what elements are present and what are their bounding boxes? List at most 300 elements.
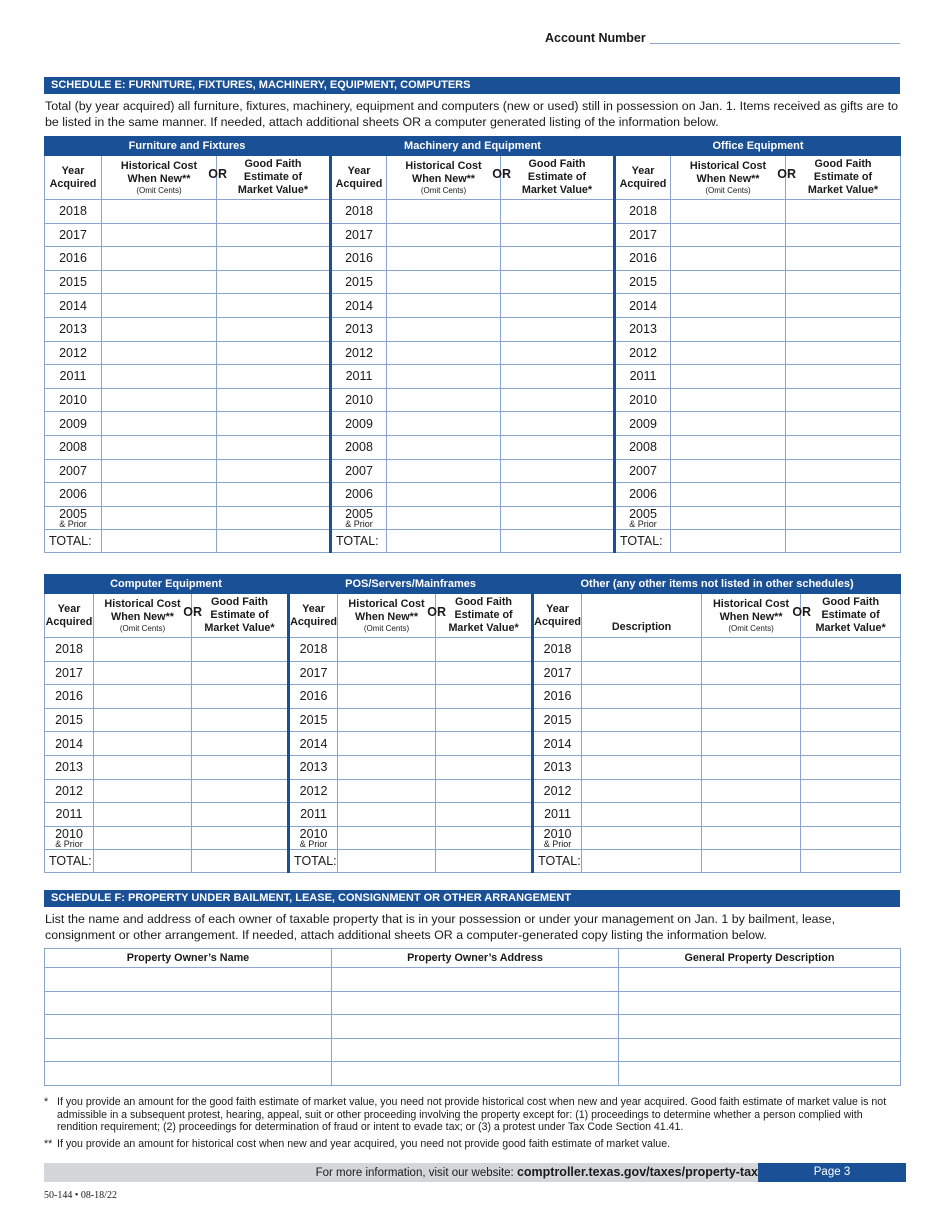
good-faith-estimate-input[interactable] [436,779,533,803]
historical-cost-header-line: When New** [355,611,419,623]
year-cell [45,779,94,803]
historical-cost-input[interactable] [102,270,217,294]
historical-cost-input[interactable] [94,732,192,756]
owner-name-input[interactable] [45,1038,332,1062]
description-input[interactable] [582,826,702,850]
year-label: 2012 [629,345,657,360]
historical-cost-input[interactable] [671,270,786,294]
historical-cost-input[interactable] [102,294,217,318]
good-faith-estimate-input[interactable] [501,483,615,507]
historical-cost-input[interactable] [102,247,217,271]
good-faith-estimate-input[interactable] [192,638,289,662]
year-label: 2017 [345,227,373,242]
year-cell [45,317,102,341]
year-label: 2014 [345,298,373,313]
good-faith-estimate-header-line: Market Value* [815,622,886,634]
good-faith-estimate-input[interactable] [192,826,289,850]
owner-name-input[interactable] [45,991,332,1015]
year-label: 2006 [345,487,373,502]
historical-cost-input[interactable] [671,388,786,412]
good-faith-estimate-input[interactable] [217,270,331,294]
good-faith-estimate-input[interactable] [786,459,901,483]
year-cell [331,200,387,224]
good-faith-estimate-input[interactable] [501,317,615,341]
year-cell [289,661,338,685]
footer-website-link[interactable]: comptroller.texas.gov/taxes/property-tax [516,1165,758,1179]
year-acquired-header-line: Year [302,602,325,615]
year-label: 2011 [345,369,373,384]
good-faith-estimate-input[interactable] [436,661,533,685]
historical-cost-input[interactable] [102,200,217,224]
year-label: 2011 [629,369,657,384]
table-row [45,412,901,436]
good-faith-estimate-input[interactable] [786,506,901,530]
year-label: 2013 [59,322,87,337]
table-row [45,223,901,247]
historical-cost-input[interactable] [338,755,436,779]
historical-cost-input[interactable] [338,661,436,685]
owner-row [45,1038,901,1062]
year-label: 2018 [543,642,572,657]
year-label: 2014 [299,736,328,751]
year-cell [331,247,387,271]
year-label: 2014 [543,736,572,751]
year-acquired-header-line: Year [61,164,85,177]
historical-cost-input[interactable] [387,412,501,436]
table-row [45,826,901,850]
good-faith-estimate-input[interactable] [786,317,901,341]
year-label: 2007 [59,463,87,478]
property-description-input[interactable] [619,991,901,1015]
good-faith-estimate-input[interactable] [217,294,331,318]
property-description-input[interactable] [619,1062,901,1086]
good-faith-estimate-input[interactable] [786,388,901,412]
total-label: TOTAL: [45,530,102,553]
good-faith-estimate-input[interactable] [786,223,901,247]
good-faith-estimate-input[interactable] [801,638,901,662]
year-cell [331,483,387,507]
schedule-f-instructions: List the name and address of each owner of taxable property that is in your possession or under your management on Jan. 1 by bailment, lease, consignment or other arrangement. If needed, attach additional sheets OR a computer-generated copy listing the information below. [45,912,836,942]
year-label: 2006 [629,487,657,502]
good-faith-estimate-input[interactable] [501,435,615,459]
good-faith-estimate-input[interactable] [501,412,615,436]
year-acquired-header [45,594,94,638]
year-label: 2011 [300,807,327,822]
year-acquired-header-line: Acquired [45,615,93,628]
historical-cost-input[interactable] [702,755,801,779]
historical-cost-input[interactable] [671,200,786,224]
historical-cost-total-input[interactable] [338,850,436,873]
historical-cost-input[interactable] [338,826,436,850]
historical-cost-input[interactable] [102,388,217,412]
historical-cost-total-input[interactable] [94,850,192,873]
description-input[interactable] [582,661,702,685]
year-cell [615,223,671,247]
year-cell [331,388,387,412]
historical-cost-input[interactable] [671,506,786,530]
historical-cost-input[interactable] [702,708,801,732]
description-input[interactable] [582,638,702,662]
year-cell [289,826,338,850]
historical-cost-input[interactable] [387,223,501,247]
historical-cost-input[interactable] [387,294,501,318]
historical-cost-header-line: (Omit Cents) [119,624,166,633]
section-title: Other (any other items not listed in other schedules) [533,575,901,594]
historical-cost-input[interactable] [102,435,217,459]
description-input[interactable] [582,708,702,732]
good-faith-estimate-input[interactable] [436,685,533,709]
year-cell [45,294,102,318]
column-header-row [45,594,901,638]
historical-cost-input[interactable] [338,708,436,732]
year-cell [45,661,94,685]
section-title: Office Equipment [615,137,901,156]
owner-address-input[interactable] [332,1015,619,1039]
good-faith-estimate-input[interactable] [786,365,901,389]
good-faith-estimate-input[interactable] [436,755,533,779]
historical-cost-input[interactable] [102,483,217,507]
year-label: 2005 [629,506,657,521]
historical-cost-input[interactable] [94,685,192,709]
good-faith-estimate-header-line: Market Value* [237,184,309,196]
year-label: 2018 [59,204,87,219]
good-faith-estimate-input[interactable] [501,506,615,530]
owner-address-input[interactable] [332,968,619,992]
historical-cost-input[interactable] [338,732,436,756]
historical-cost-input[interactable] [671,223,786,247]
good-faith-estimate-input[interactable] [786,270,901,294]
good-faith-estimate-input[interactable] [192,685,289,709]
year-cell [45,341,102,365]
good-faith-estimate-total-input[interactable] [786,530,901,553]
owner-address-input[interactable] [332,1038,619,1062]
year-label: 2013 [629,322,657,337]
year-cell [45,412,102,436]
section-title: Furniture and Fixtures [45,137,331,156]
good-faith-estimate-input[interactable] [801,661,901,685]
year-label: 2015 [55,713,83,728]
historical-cost-input[interactable] [702,779,801,803]
account-number-field[interactable] [650,43,900,44]
or-label: OR [208,167,227,181]
historical-cost-input[interactable] [702,803,801,827]
good-faith-estimate-input[interactable] [501,294,615,318]
prior-label: & Prior [299,838,328,849]
year-label: 2014 [59,298,87,313]
good-faith-estimate-input[interactable] [501,270,615,294]
good-faith-estimate-header-line: Estimate of [813,171,873,183]
good-faith-estimate-input[interactable] [436,708,533,732]
year-acquired-header [533,594,582,638]
property-description-input[interactable] [619,1015,901,1039]
year-cell [45,247,102,271]
year-cell [45,755,94,779]
year-label: 2016 [543,689,572,704]
good-faith-estimate-input[interactable] [192,803,289,827]
good-faith-estimate-input[interactable] [801,755,901,779]
table-row [45,341,901,365]
table-row [45,317,901,341]
description-input[interactable] [582,732,702,756]
historical-cost-header [702,594,812,638]
description-input[interactable] [582,755,702,779]
historical-cost-input[interactable] [387,317,501,341]
good-faith-estimate-input[interactable] [501,365,615,389]
good-faith-estimate-input[interactable] [801,685,901,709]
owner-name-header: Property Owner’s Name [45,949,332,968]
historical-cost-input[interactable] [338,779,436,803]
historical-cost-input[interactable] [702,638,801,662]
good-faith-estimate-total-input[interactable] [501,530,615,553]
or-label: OR [183,605,202,619]
historical-cost-input[interactable] [702,826,801,850]
good-faith-estimate-input[interactable] [217,459,331,483]
year-cell [45,826,94,850]
historical-cost-input[interactable] [671,365,786,389]
historical-cost-input[interactable] [102,506,217,530]
owner-name-input[interactable] [45,968,332,992]
historical-cost-input[interactable] [338,803,436,827]
owner-address-input[interactable] [332,1062,619,1086]
historical-cost-total-input[interactable] [102,530,217,553]
owner-row [45,1015,901,1039]
good-faith-estimate-input[interactable] [801,732,901,756]
year-cell [289,755,338,779]
good-faith-estimate-total-input[interactable] [217,530,331,553]
good-faith-estimate-input[interactable] [217,317,331,341]
year-label: 2017 [629,227,657,242]
historical-cost-input[interactable] [671,435,786,459]
good-faith-estimate-input[interactable] [217,365,331,389]
historical-cost-input[interactable] [671,341,786,365]
table-row [45,638,901,662]
total-row [45,530,901,553]
historical-cost-input[interactable] [387,270,501,294]
good-faith-estimate-input[interactable] [501,388,615,412]
year-cell [45,435,102,459]
year-cell [615,459,671,483]
historical-cost-input[interactable] [94,755,192,779]
description-total-input[interactable] [582,850,702,873]
historical-cost-input[interactable] [338,638,436,662]
historical-cost-input[interactable] [387,365,501,389]
or-label: OR [777,167,797,181]
footnote-text: If you provide an amount for the good faith estimate of market value, you need not provide historical cost when new and year acquired. Good faith estimate of market value is not admissible in a subsequent protest, hearing, appeal, suit or other proceeding involving the property except for: (1) proceedings to determine whether a person complied with rendition requirement; (2) proceedings for determination of fraud or intent to evade tax; or (3) a protest under Tax Code Section 41.41. [57,1096,887,1133]
historical-cost-input[interactable] [387,341,501,365]
good-faith-estimate-total-input[interactable] [801,850,901,873]
table-row [45,506,901,530]
year-label: 2017 [543,665,572,680]
historical-cost-input[interactable] [671,412,786,436]
owner-name-input[interactable] [45,1015,332,1039]
year-acquired-header-line: Acquired [534,615,581,628]
good-faith-estimate-input[interactable] [436,732,533,756]
good-faith-estimate-input[interactable] [217,341,331,365]
historical-cost-input[interactable] [387,506,501,530]
good-faith-estimate-input[interactable] [786,412,901,436]
good-faith-estimate-input[interactable] [192,732,289,756]
year-cell [45,365,102,389]
historical-cost-input[interactable] [387,435,501,459]
historical-cost-header [338,594,447,638]
good-faith-estimate-input[interactable] [786,483,901,507]
historical-cost-input[interactable] [671,317,786,341]
good-faith-estimate-input[interactable] [217,247,331,271]
historical-cost-header [387,156,512,200]
good-faith-estimate-input[interactable] [192,755,289,779]
historical-cost-input[interactable] [94,661,192,685]
description-input[interactable] [582,779,702,803]
historical-cost-input[interactable] [102,459,217,483]
year-label: 2017 [55,665,83,680]
good-faith-estimate-input[interactable] [501,459,615,483]
year-cell [289,638,338,662]
owner-address-input[interactable] [332,991,619,1015]
good-faith-estimate-header-line: Market Value* [204,622,275,634]
year-label: 2016 [59,251,87,266]
historical-cost-input[interactable] [387,459,501,483]
historical-cost-header-line: When New** [412,173,476,185]
good-faith-estimate-input[interactable] [217,506,331,530]
historical-cost-input[interactable] [102,365,217,389]
year-cell [331,506,387,530]
good-faith-estimate-input[interactable] [786,294,901,318]
good-faith-estimate-input[interactable] [786,341,901,365]
good-faith-estimate-input[interactable] [801,779,901,803]
historical-cost-input[interactable] [94,638,192,662]
description-input[interactable] [582,803,702,827]
historical-cost-header-line: (Omit Cents) [136,186,182,195]
year-label: 2013 [345,322,373,337]
year-cell [331,317,387,341]
historical-cost-input[interactable] [102,223,217,247]
year-cell [615,506,671,530]
historical-cost-input[interactable] [102,317,217,341]
good-faith-estimate-input[interactable] [786,200,901,224]
good-faith-estimate-input[interactable] [192,779,289,803]
good-faith-estimate-total-input[interactable] [436,850,533,873]
historical-cost-input[interactable] [102,412,217,436]
table-row [45,365,901,389]
good-faith-estimate-input[interactable] [786,247,901,271]
good-faith-estimate-input[interactable] [801,803,901,827]
total-row [45,850,901,873]
historical-cost-total-input[interactable] [671,530,786,553]
year-cell [45,200,102,224]
table-row [45,388,901,412]
table-row [45,732,901,756]
historical-cost-header-line: (Omit Cents) [420,186,467,195]
good-faith-estimate-header-line: Market Value* [521,184,593,196]
historical-cost-input[interactable] [671,294,786,318]
year-acquired-header [615,156,671,200]
good-faith-estimate-input[interactable] [217,200,331,224]
good-faith-estimate-input[interactable] [217,435,331,459]
good-faith-estimate-input[interactable] [786,435,901,459]
schedule-f-title: SCHEDULE F: PROPERTY UNDER BAILMENT, LEASE, CONSIGNMENT OR OTHER ARRANGEMENT [44,890,900,907]
good-faith-estimate-input[interactable] [501,247,615,271]
year-cell [615,294,671,318]
total-label: TOTAL: [533,850,582,873]
good-faith-estimate-input[interactable] [436,826,533,850]
year-cell [331,270,387,294]
historical-cost-input[interactable] [702,661,801,685]
good-faith-estimate-input[interactable] [501,341,615,365]
good-faith-estimate-input[interactable] [501,223,615,247]
good-faith-estimate-input[interactable] [436,638,533,662]
historical-cost-total-input[interactable] [387,530,501,553]
historical-cost-input[interactable] [387,247,501,271]
description-input[interactable] [582,685,702,709]
year-label: 2015 [299,713,328,728]
historical-cost-header-line: Historical Cost [405,160,482,172]
historical-cost-total-input[interactable] [702,850,801,873]
good-faith-estimate-input[interactable] [217,412,331,436]
historical-cost-input[interactable] [94,826,192,850]
historical-cost-input[interactable] [387,200,501,224]
year-acquired-header [331,156,387,200]
good-faith-estimate-input[interactable] [217,388,331,412]
historical-cost-input[interactable] [94,803,192,827]
year-cell [45,459,102,483]
good-faith-estimate-input[interactable] [801,708,901,732]
historical-cost-input[interactable] [94,708,192,732]
historical-cost-input[interactable] [338,685,436,709]
year-cell [615,435,671,459]
year-cell [533,755,582,779]
historical-cost-input[interactable] [671,459,786,483]
year-acquired-header-line: Year [546,602,569,615]
good-faith-estimate-input[interactable] [436,803,533,827]
year-cell [615,412,671,436]
historical-cost-input[interactable] [671,483,786,507]
historical-cost-input[interactable] [94,779,192,803]
good-faith-estimate-header-line: Good Faith [455,596,513,608]
table-row [45,708,901,732]
historical-cost-header-line: Historical Cost [120,160,198,172]
historical-cost-header [94,594,202,638]
good-faith-estimate-input[interactable] [801,826,901,850]
property-description-input[interactable] [619,968,901,992]
historical-cost-input[interactable] [387,388,501,412]
historical-cost-header-line: Historical Cost [689,160,767,172]
historical-cost-input[interactable] [671,247,786,271]
historical-cost-input[interactable] [702,685,801,709]
historical-cost-input[interactable] [702,732,801,756]
good-faith-estimate-input[interactable] [192,661,289,685]
owner-name-input[interactable] [45,1062,332,1086]
footnote-mark: ** [44,1138,53,1150]
year-cell [615,483,671,507]
good-faith-estimate-total-input[interactable] [192,850,289,873]
year-cell [615,247,671,271]
good-faith-estimate-header-line: Estimate of [210,609,269,621]
year-label: 2014 [55,736,83,751]
year-cell [289,779,338,803]
good-faith-estimate-input[interactable] [217,483,331,507]
property-description-input[interactable] [619,1038,901,1062]
historical-cost-input[interactable] [102,341,217,365]
historical-cost-input[interactable] [387,483,501,507]
good-faith-estimate-header-line: Good Faith [822,596,880,608]
year-label: 2007 [629,463,657,478]
year-cell [615,200,671,224]
good-faith-estimate-input[interactable] [192,708,289,732]
year-label: 2010 [543,826,572,841]
good-faith-estimate-input[interactable] [501,200,615,224]
good-faith-estimate-input[interactable] [217,223,331,247]
good-faith-estimate-header-line: Estimate of [821,609,880,621]
